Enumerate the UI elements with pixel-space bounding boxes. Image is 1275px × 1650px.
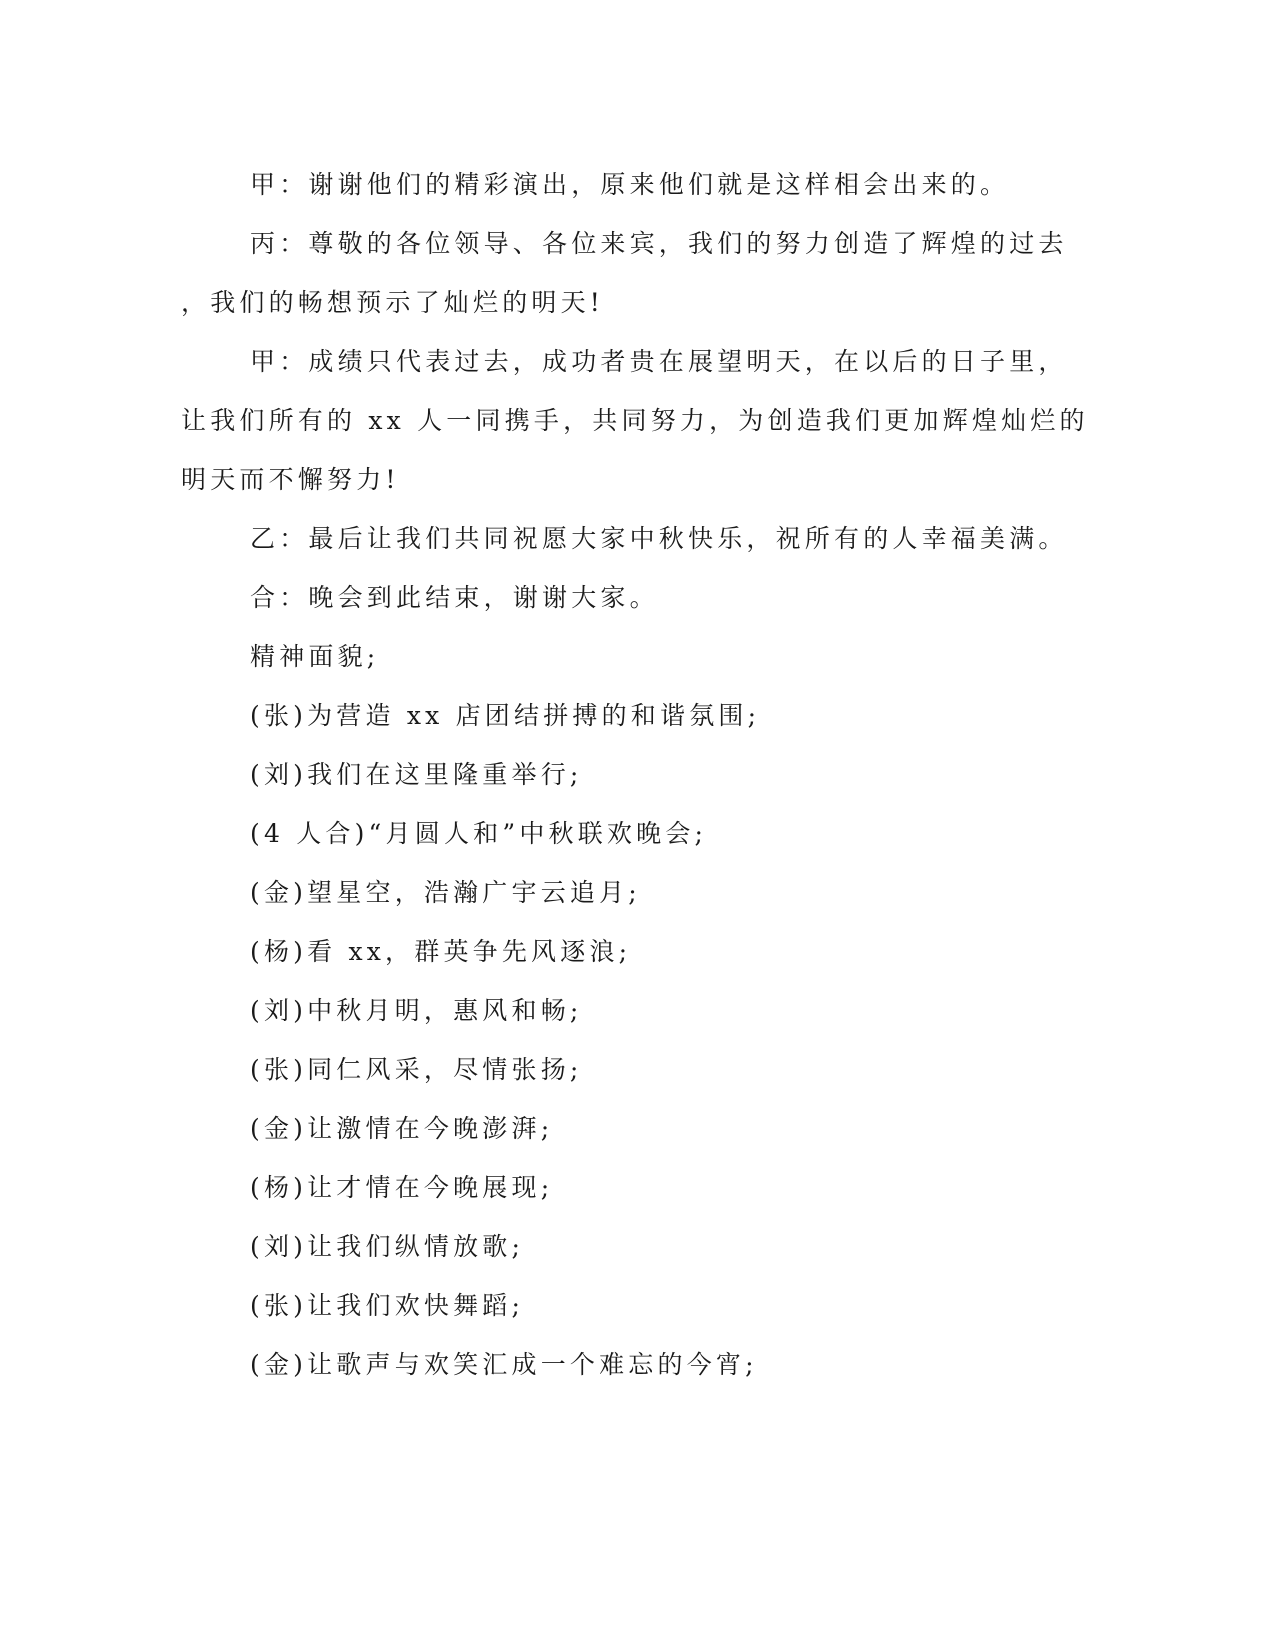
script-line: (杨)让才情在今晚展现; bbox=[250, 1173, 554, 1202]
paragraph-line: 合：晚会到此结束，谢谢大家。 bbox=[250, 583, 659, 612]
paragraph-line: 甲：谢谢他们的精彩演出，原来他们就是这样相会出来的。 bbox=[250, 170, 1010, 199]
script-line: (4 人合)“月圆人和”中秋联欢晚会; bbox=[250, 819, 708, 848]
paragraph-line: 丙：尊敬的各位领导、各位来宾，我们的努力创造了辉煌的过去 bbox=[250, 229, 1068, 258]
paragraph-line: 甲：成绩只代表过去，成功者贵在展望明天，在以后的日子里， bbox=[250, 347, 1068, 376]
script-line: (金)让激情在今晚澎湃; bbox=[250, 1114, 554, 1143]
document-body bbox=[181, 155, 1089, 1394]
script-line: (刘)让我们纵情放歌; bbox=[250, 1232, 525, 1261]
script-line: (杨)看 xx，群英争先风逐浪; bbox=[250, 937, 632, 966]
paragraph-line: ，我们的畅想预示了灿烂的明天! bbox=[181, 288, 605, 317]
paragraph-line: 乙：最后让我们共同祝愿大家中秋快乐，祝所有的人幸福美满。 bbox=[250, 524, 1068, 553]
paragraph-line: 让我们所有的 xx 人一同携手，共同努力，为创造我们更加辉煌灿烂的 bbox=[181, 406, 1089, 435]
section-heading: 精神面貌; bbox=[250, 642, 380, 671]
script-line: (张)为营造 xx 店团结拼搏的和谐氛围; bbox=[250, 701, 761, 730]
script-line: (金)望星空，浩瀚广宇云追月; bbox=[250, 878, 641, 907]
script-line: (刘)我们在这里隆重举行; bbox=[250, 760, 583, 789]
script-line: (金)让歌声与欢笑汇成一个难忘的今宵; bbox=[250, 1350, 758, 1379]
script-line: (刘)中秋月明，惠风和畅; bbox=[250, 996, 583, 1025]
paragraph-line: 明天而不懈努力! bbox=[181, 465, 400, 494]
script-line: (张)同仁风采，尽情张扬; bbox=[250, 1055, 583, 1084]
script-line: (张)让我们欢快舞蹈; bbox=[250, 1291, 525, 1320]
